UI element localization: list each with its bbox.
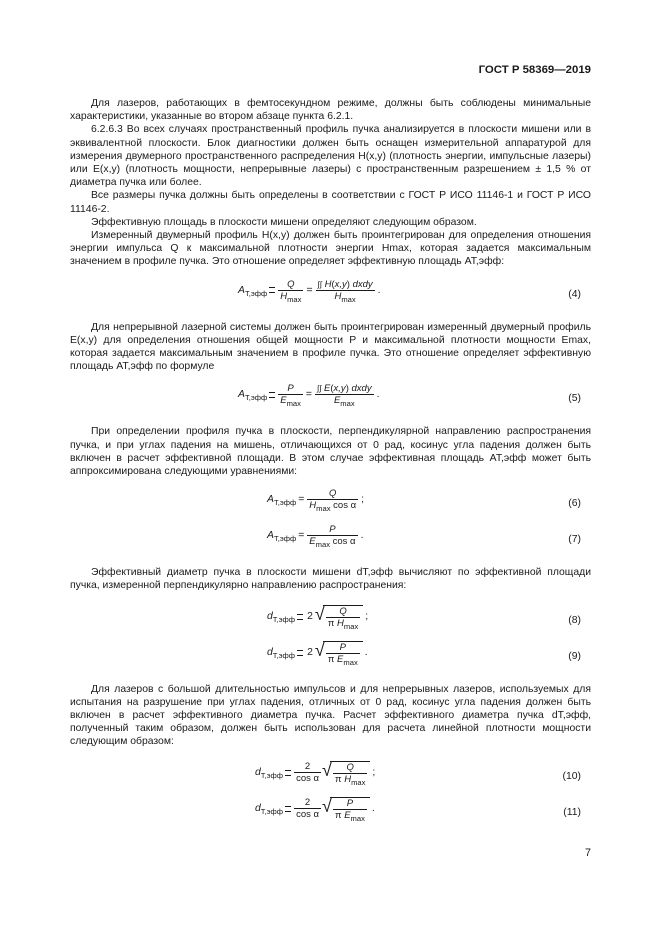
formula-7-number: (7) xyxy=(568,534,581,546)
paragraph-measured-profile-h: Измеренный двумерный профиль H(x,y) должен быть проинтегрирован для определения отношения энергии импульса Q к максимальной плотности энергии Hmax, которая задается максимальным значением в профиле пучка. Это отношение определяет эффективную площадь AT,эфф: xyxy=(70,230,591,268)
formula-4: $A_{T,эфф}$ $\frac{Q}{H_{max}}$ = $\frac{\text{∫∫ H(x,y) dxdy}}{H_{max}}$ . (4) xyxy=(238,278,581,304)
formula-6-number: (6) xyxy=(568,498,581,510)
paragraph-continuous-laser: Для непрерывной лазерной системы должен быть проинтегрирован измеренный двумерный профиль E(x,y) для определения отношения общей мощности P и максимальной плотности мощности Emax, которая задается максимальным значением в профиле пучка. Это отношение определяет эффективную площадь AT,эфф по формуле xyxy=(70,321,591,373)
formula-5: $A_{T,эфф}$ $\frac{P}{E_{max}}$ = $\frac{\text{∫∫ E(x,y) dxdy}}{E_{max}}$ . (5) xyxy=(238,383,581,409)
formula-5-number: (5) xyxy=(568,393,581,405)
formula-6: $A_{T,эфф}$ = $\frac{Q}{H_{max} \cos \alpha}$ ; (6) xyxy=(267,488,581,514)
paragraph-long-pulse-lasers: Для лазеров с большой длительностью импульсов и для непрерывных лазеров, используемых для испытания на разрушение при углах падения, отличных от 0 рад, косинус угла падения должен быть включен в расчет эффективного диаметра пучка. Расчет эффективного диаметра пучка dT,эфф, полученный таким образом, должен быть использован для расчета линейной плотности мощности следующим образом: xyxy=(70,683,591,748)
formula-11-number: (11) xyxy=(563,806,581,818)
document-body xyxy=(70,97,591,833)
formula-9-number: (9) xyxy=(568,650,581,662)
paragraph-effective-area-intro: Эффективную площадь в плоскости мишени определяют следующим образом. xyxy=(91,216,477,228)
paragraph-beam-dimensions: Все размеры пучка должны быть определены в соответствии с ГОСТ Р ИСО 11146-1 и ГОСТ Р ИСО 11146-2. xyxy=(70,190,591,215)
paragraph-femtosecond: Для лазеров, работающих в фемтосекундном режиме, должны быть соблюдены минимальные характеристики, указанные во втором абзаце пункта 6.2.1. xyxy=(70,98,591,123)
paragraph-6-2-6-3: 6.2.6.3 Во всех случаях пространственный профиль пучка анализируется в плоскости мишени или в эквивалентной плоскости. Блок диагностики должен быть оснащен измерительной аппаратурой для измерения двумерного пространственного распределения H(x,y) (плотность энергии, импульсные лазеры) или E(x,y) (плотность мощности, непрерывные лазеры) с пространственным разрешением ± 1,5 % от диаметра пучка или более. xyxy=(70,124,591,189)
standard-code-header: ГОСТ Р 58369—2019 xyxy=(478,64,591,76)
formula-10-number: (10) xyxy=(562,770,581,782)
paragraph-effective-diameter: Эффективный диаметр пучка в плоскости мишени dT,эфф вычисляют по эффективной площади пучка, измеренной перпендикулярно направлению распространения: xyxy=(70,567,591,592)
formula-10: $d_{T,эфф}$ $\frac{2}{\text{cos α}}$ √ $\frac{Q}{\pi H_{max}}$ ; (10) xyxy=(255,759,581,787)
formula-9: $d_{T,эфф}$ 2 √ $\frac{P}{\pi E_{max}}$ . (9) xyxy=(267,639,581,667)
formula-11: $d_{T,эфф}$ $\frac{2}{\text{cos α}}$ √ $\frac{P}{\pi E_{max}}$ . (11) xyxy=(255,795,581,823)
formula-8: $d_{T,эфф}$ 2 √ $\frac{Q}{\pi H_{max}}$ ; (8) xyxy=(267,603,581,631)
formula-7: $A_{T,эфф}$ = $\frac{P}{E_{max} \cos \alpha}$ . (7) xyxy=(267,524,581,550)
formula-4-number: (4) xyxy=(568,288,581,300)
page-number: 7 xyxy=(584,847,591,859)
formula-8-number: (8) xyxy=(568,614,581,626)
paragraph-angle-of-incidence: При определении профиля пучка в плоскости, перпендикулярной направлению распространения пучка, и при углах падения на мишень, отличающихся от 0 рад, косинус угла падения должен быть включен в расчет эффективной площади. В этом случае эффективная площадь AT,эфф может быть аппроксимирована следующими уравнениями: xyxy=(70,426,591,478)
